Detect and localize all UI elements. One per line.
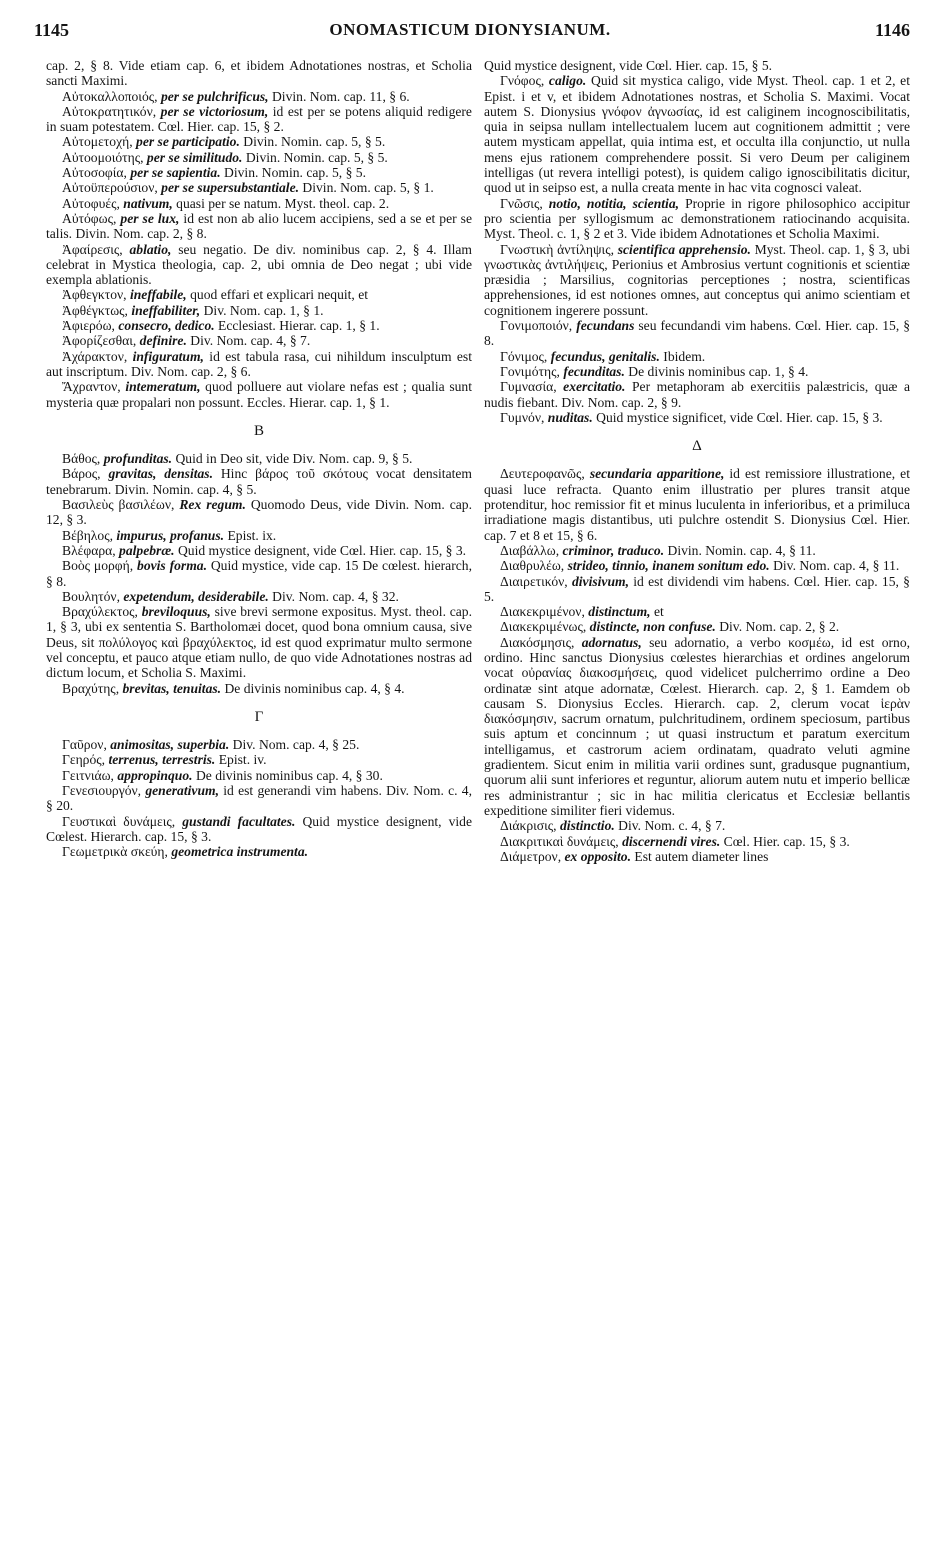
entry-gloss: exercitatio. [563, 379, 626, 395]
entry-lemma: Γνόφος, [500, 73, 545, 89]
entry-gloss: strideo, tinnio, inanem sonitum edo. [567, 558, 770, 574]
dictionary-entry [46, 318, 472, 333]
entry-gloss: divisivum, [571, 573, 629, 589]
entry-text: id est generandi vim habens. Div. Nom. c. 4, § 20. [46, 783, 472, 814]
dictionary-entry [46, 287, 472, 302]
entry-text: Ibidem. [663, 348, 706, 364]
dictionary-entry [484, 834, 910, 849]
entry-text: Divin. Nomin. cap. 5, § 5. [243, 134, 386, 150]
dictionary-entry [484, 318, 910, 349]
entry-lemma: Αὐτοκρατητικόν, [62, 103, 157, 119]
running-title: ONOMASTICUM DIONYSIANUM. [329, 20, 611, 39]
dictionary-entry [484, 349, 910, 364]
entry-lemma: Βάθος, [62, 451, 101, 467]
entry-lemma: Γεηρός, [62, 752, 106, 768]
entry-text: quod polluere aut violare nefas est ; qualia sunt mysteria quæ propalari non possunt. Eccles. Hierar. cap. 1, § 1. [46, 379, 472, 410]
dictionary-entry [46, 150, 472, 165]
entry-lemma: Γεωμετρικὰ σκεύη, [62, 844, 168, 860]
entry-text: seu adornatio, a verbo κοσμέω, id est orno, ordino. Hinc sanctus Dionysius cœlestes hierarchias et ordines angelorum vocat οὐρανίας διακοσμήσεις, quod videlicet pulcherrimo ordine a Deo ordinatæ sint atque adornatæ, Cœlest. Hierarch. cap. 2, § 1. Eamdem ob causam S. Dionysius Eccles. Hierarch. cap. 2, clerum vocat ἱερὰν διακόσμησιν, sacrum ornatum, pulchritudinem, ordinem speciosum, partibus suis aptum et concinnum ; ut quasi instructum et paratum exercitum intelligamus, et castrorum aciem ordinatam, quadrato veluti agmine gradientem. Sicut enim in militia varii ordines sunt, gradusque pugnantium, quorum alii sunt inferiores et reguntur, aliorum autem nutu et imperio bellicæ res administrantur ; sic in hac militia clericatus et Ecclesiæ bellantis expeditione similiter fieri videmus. [484, 634, 910, 818]
entry-gloss: distincte, non confuse. [589, 619, 716, 635]
entry-lemma: Ἀφθέγκτως, [62, 302, 128, 318]
entry-text: Proprie in rigore philosophico accipitur pro scientia per syllogismum ac demonstrationem ratiocinando acquisita. Myst. Theol. c. 1, § 2 et 3. Vide ibidem Adnotationes et Scholia Maximi. [484, 195, 910, 242]
entry-gloss: fecundans [576, 318, 635, 334]
entry-lemma: Βουλητόν, [62, 588, 120, 604]
entry-text: Quid mystice designent, vide Cœl. Hier. cap. 15, § 5. [484, 58, 773, 73]
entry-gloss: distinctum, [588, 604, 651, 620]
entry-gloss: bovis forma. [137, 558, 207, 574]
entry-lemma: Ἀφθεγκτον, [62, 287, 127, 303]
entry-gloss: scientifica apprehensio. [617, 241, 751, 257]
right-page-number: 1146 [874, 20, 910, 40]
entry-lemma: Αὐτοφυές, [62, 195, 120, 211]
entry-text: quasi per se natum. Myst. theol. cap. 2. [176, 195, 390, 211]
entry-gloss: notio, notitia, scientia, [548, 195, 680, 211]
entry-text: Divin. Nom. cap. 11, § 6. [271, 88, 410, 104]
entry-lemma: Γονιμοποιόν, [500, 318, 573, 334]
entry-text: Div. Nom. cap. 1, § 1. [203, 302, 324, 318]
entry-text: Div. Nom. c. 4, § 7. [618, 818, 726, 834]
entry-lemma: Ἄχραντον, [62, 379, 121, 395]
entry-gloss: discernendi vires. [622, 833, 721, 849]
entry-gloss: brevitas, tenuitas. [122, 680, 222, 696]
entry-lemma: Αὐτοκαλλοποιός, [62, 88, 158, 104]
dictionary-entry [46, 303, 472, 318]
entry-gloss: criminor, traduco. [562, 542, 665, 558]
entry-gloss: nuditas. [547, 409, 593, 425]
entry-gloss: appropinquo. [117, 767, 193, 783]
dictionary-entry [46, 466, 472, 497]
dictionary-entry [46, 814, 472, 845]
dictionary-entry [46, 558, 472, 589]
dictionary-entry [46, 497, 472, 528]
dictionary-entry [46, 89, 472, 104]
entry-text: Divin. Nomin. cap. 4, § 11. [667, 542, 816, 558]
dictionary-entry [484, 574, 910, 605]
entry-text: id est tabula rasa, cui nihildum insculptum est aut inscriptum. Div. Nom. cap. 2, § 6. [46, 348, 472, 379]
entry-lemma: Ἀφαίρεσις, [62, 241, 123, 257]
dictionary-entry [46, 104, 472, 135]
entry-lemma: Ἀφορίζεσθαι, [62, 333, 137, 349]
entry-lemma: Διαβάλλω, [500, 542, 560, 558]
dictionary-entry [484, 619, 910, 634]
entry-gloss: distinctio. [560, 818, 615, 834]
entry-gloss: per se sapientia. [130, 165, 221, 181]
entry-gloss: per se lux, [120, 210, 180, 226]
left-page-number: 1145 [34, 20, 70, 40]
section-letter-heading: Γ [254, 708, 264, 725]
entry-text: Div. Nom. cap. 4, § 7. [190, 333, 311, 349]
entry-lemma: Αὐτοϋπερούσιον, [62, 180, 158, 196]
dictionary-entry [46, 333, 472, 348]
dictionary-entry [46, 752, 472, 767]
entry-lemma: Βάρος, [62, 466, 101, 482]
entry-text: Divin. Nomin. cap. 5, § 5. [224, 165, 366, 181]
dictionary-entry [46, 379, 472, 410]
entry-gloss: palpebræ. [119, 542, 175, 558]
entry-gloss: profunditas. [103, 451, 173, 467]
entry-gloss: nativum, [123, 195, 173, 211]
entry-text: De divinis nominibus cap. 4, § 30. [195, 767, 383, 783]
entry-text: Epist. ix. [227, 527, 277, 543]
entry-lemma: Διάκρισις, [500, 818, 557, 834]
dictionary-entry [484, 604, 910, 619]
entry-gloss: adornatus, [581, 634, 642, 650]
entry-gloss: geometrica instrumenta. [171, 844, 309, 860]
entry-lemma: Ἀχάρακτον, [62, 348, 128, 364]
entry-text: Quid sit mystica caligo, vide Myst. Theol. cap. 1 et 2, et Epist. i et v, et ibidem Adnotationes nostras, et Scholia S. Maximi. Vocat autem S. Dionysius γνόφον ἀγνωσίας, id est caliginem incognoscibilitatis, quia in seipsa nullam intellectualem lucem aut cognitionem admittit ; vere autem mysticam appellat, quia intima est, et occulta illa conjunctio, ut nulla mens ejus rationem comprehendere possit. Si vero Deum per caliginem intelligas (ut revera intelligi potest), is quidem caligo ignoscibilitatis dicitur, quod ut in seipso est, a nulla creata mente in hac vita cognosci valeat. [484, 73, 910, 196]
entry-lemma: Γονιμότης, [500, 363, 560, 379]
entry-lemma: Γαῦρον, [62, 737, 107, 753]
dictionary-entry [484, 849, 910, 864]
dictionary-entry [484, 558, 910, 573]
entry-lemma: Βραχύλεκτος, [62, 604, 138, 620]
entry-text: Quomodo Deus, vide Divin. Nom. cap. 12, § 3. [46, 497, 472, 528]
entry-lemma: Βλέφαρα, [62, 542, 116, 558]
dictionary-entry [46, 589, 472, 604]
dictionary-entry [484, 410, 910, 425]
entry-gloss: expetendum, desiderabile. [123, 588, 269, 604]
entry-lemma: Διακεκριμένως, [500, 619, 587, 635]
dictionary-entry [484, 379, 910, 410]
dictionary-entry [46, 768, 472, 783]
entry-gloss: secundaria apparitione, [589, 466, 725, 482]
page-header [30, 20, 910, 44]
entry-lemma: Διακόσμησις, [500, 634, 575, 650]
entry-text: Est autem diameter lines [634, 848, 769, 864]
entry-text: Quid mystice significet, vide Cœl. Hier. cap. 15, § 3. [596, 409, 883, 425]
entry-text: Quid in Deo sit, vide Div. Nom. cap. 9, § 5. [175, 451, 413, 467]
entry-gloss: per se supersubstantiale. [161, 180, 299, 196]
entry-gloss: consecro, dedico. [118, 318, 215, 334]
entry-lemma: Διάμετρον, [500, 848, 562, 864]
entry-gloss: intemeratum, [125, 379, 201, 395]
left-column [46, 58, 472, 1548]
dictionary-entry [46, 165, 472, 180]
entry-lemma: Βασιλεὺς βασιλέων, [62, 497, 175, 513]
dictionary-entry [46, 451, 472, 466]
entry-text: Ecclesiast. Hierar. cap. 1, § 1. [218, 318, 380, 334]
entry-lemma: Βοὸς μορφή, [62, 558, 134, 574]
entry-lemma: Αὐτοομοιότης, [62, 149, 144, 165]
entry-text: Per metaphoram ab exercitiis palæstricis, quæ a nudis fiebant. Div. Nom. cap. 2, § 9. [484, 379, 910, 410]
entry-gloss: caligo. [548, 73, 587, 89]
entry-text: Quid mystice, vide cap. 15 De cœlest. hierarch, § 8. [46, 558, 472, 589]
dictionary-entry [46, 681, 472, 696]
dictionary-entry [46, 134, 472, 149]
entry-text: Div. Nom. cap. 4, § 11. [773, 558, 900, 574]
dictionary-entry [46, 180, 472, 195]
entry-text: et [654, 604, 664, 620]
entry-gloss: breviloquus, [141, 604, 211, 620]
entry-text: Quid mystice designent, vide Cœl. Hier. cap. 15, § 3. [177, 542, 467, 558]
entry-gloss: ablatio, [129, 241, 172, 257]
entry-text: Quid mystice designent, vide Cœlest. Hierarch. cap. 15, § 3. [46, 813, 472, 844]
dictionary-entry [484, 242, 910, 318]
entry-gloss: per se similitudo. [146, 149, 243, 165]
dictionary-entry [46, 528, 472, 543]
entry-lemma: Γνωστικὴ ἀντίληψις, [500, 241, 614, 257]
entry-gloss: infiguratum, [132, 348, 204, 364]
entry-lemma: Διαιρετικόν, [500, 573, 568, 589]
entry-lemma: Βέβηλος, [62, 527, 113, 543]
section-letter-heading: B [253, 422, 264, 439]
entry-lemma: Αὐτομετοχή, [62, 134, 133, 150]
entry-gloss: fecunditas. [563, 363, 625, 379]
dictionary-entry [484, 466, 910, 542]
entry-lemma: Ἀφιερόω, [62, 318, 115, 334]
entry-gloss: ineffabile, [129, 287, 187, 303]
entry-text: Divin. Nom. cap. 5, § 1. [302, 180, 434, 196]
entry-text: quod effari et explicari nequit, et [190, 287, 369, 303]
entry-gloss: per se participatio. [136, 134, 240, 150]
entry-text: id est dividendi vim habens. Cœl. Hier. cap. 15, § 5. [484, 573, 910, 604]
dictionary-entry [46, 783, 472, 814]
entry-gloss: generativum, [145, 783, 219, 799]
entry-lemma: Διακριτικαὶ δυνάμεις, [500, 833, 619, 849]
dictionary-entry [46, 211, 472, 242]
entry-continuation [46, 58, 472, 89]
dictionary-entry [484, 73, 910, 195]
entry-text: Div. Nom. cap. 4, § 25. [232, 737, 360, 753]
entry-lemma: Αὐτόφως, [62, 210, 117, 226]
entry-lemma: Δευτεροφανῶς, [500, 466, 585, 482]
entry-continuation [484, 58, 910, 73]
right-column [484, 58, 910, 1548]
entry-text: Div. Nom. cap. 2, § 2. [719, 619, 840, 635]
entry-gloss: ineffabiliter, [131, 302, 201, 318]
entry-lemma: Γειτνιάω, [62, 767, 114, 783]
entry-text: Cœl. Hier. cap. 15, § 3. [723, 833, 850, 849]
entry-lemma: Γνῶσις, [500, 195, 543, 211]
dictionary-entry [46, 543, 472, 558]
entry-lemma: Βραχύτης, [62, 680, 120, 696]
entry-gloss: terrenus, terrestris. [108, 752, 216, 768]
entry-lemma: Διαθρυλέω, [500, 558, 565, 574]
dictionary-entry [484, 364, 910, 379]
dictionary-entry [46, 349, 472, 380]
dictionary-entry [46, 196, 472, 211]
entry-text: Epist. iv. [218, 752, 267, 768]
entry-text: Hinc βάρος τοῦ σκότους vocat densitatem tenebrarum. Divin. Nomin. cap. 4, § 5. [46, 466, 472, 497]
entry-text: id est remissiore illustratione, et quasi luce refracta. Quanto enim illustratio per plures transit atque protenditur, hoc remissior fit et minus luculenta in inferioribus, et a primiluca irradiatione magis distantibus, uti pulchre ostendit S. Dionysius Cœl. Hier. cap. 7 et 8 et 15, § 6. [484, 466, 910, 543]
entry-text: cap. 2, § 8. Vide etiam cap. 6, et ibidem Adnotationes nostras, et Scholia sancti Maximi. [46, 58, 472, 89]
dictionary-entry [46, 737, 472, 752]
entry-lemma: Γυμνασία, [500, 379, 557, 395]
entry-text: id est non ab alio lucem accipiens, sed a se et per se talis. Divin. Nom. cap. 2, § 8. [46, 210, 472, 242]
entry-gloss: Rex regum. [179, 497, 246, 513]
entry-lemma: Διακεκριμένον, [500, 604, 585, 620]
entry-lemma: Γευστικαὶ δυνάμεις, [62, 813, 176, 829]
entry-lemma: Γυμνόν, [500, 409, 545, 425]
entry-text: De divinis nominibus cap. 1, § 4. [628, 363, 809, 379]
dictionary-entry [46, 242, 472, 288]
entry-gloss: impurus, profanus. [116, 527, 225, 543]
entry-gloss: per se victoriosum, [160, 103, 269, 119]
entry-text: seu negatio. De div. nominibus cap. 2, § 4. Illam celebrat in Mystica theologia, cap. 2, ubi omnia de Deo negat ; ubi vide exempla ablationis. [46, 241, 472, 288]
dictionary-entry [484, 543, 910, 558]
entry-gloss: per se pulchrificus, [160, 88, 269, 104]
dictionary-entry [46, 604, 472, 680]
section-letter-heading: Δ [692, 438, 702, 455]
dictionary-entry [484, 635, 910, 819]
entry-gloss: ex opposito. [564, 848, 631, 864]
entry-text: seu fecundandi vim habens. Cœl. Hier. cap. 15, § 8. [484, 318, 910, 349]
entry-gloss: gravitas, densitas. [108, 466, 213, 482]
entry-text: De divinis nominibus cap. 4, § 4. [224, 680, 405, 696]
entry-lemma: Γόνιμος, [500, 348, 548, 364]
dictionary-entry [484, 196, 910, 242]
entry-gloss: fecundus, genitalis. [550, 348, 660, 364]
entry-text: Myst. Theol. cap. 1, § 3, ubi γνωστικὰς ἀντιλήψεις, Perionius et Ambrosius vertunt cognitionis et scientiæ præsidia ; Marsilius, cognitorias perceptiones ; nostra, scientificas apprehensiones, id est notiones omnes, aut conceptus qui animo scientiam et cognitionem ingerere possunt. [484, 241, 910, 318]
entry-gloss: definire. [139, 333, 187, 349]
entry-gloss: animositas, superbia. [110, 737, 230, 753]
entry-text: Divin. Nomin. cap. 5, § 5. [245, 149, 388, 165]
entry-text: id est per se potens aliquid redigere in suam potestatem. Cœl. Hier. cap. 15, § 2. [46, 103, 472, 135]
entry-text: Div. Nom. cap. 4, § 32. [272, 588, 399, 604]
entry-gloss: gustandi facultates. [182, 813, 296, 829]
entry-lemma: Αὐτοσοφία, [62, 165, 127, 181]
entry-text: sive brevi sermone expositus. Myst. theol. cap. 1, § 3, ubi ex sententia S. Bartholomæi docet, quod bona omnium causa, sive Deus, sit πολύλογος καὶ βραχύλεκτος, id est quod exprimatur multo sermone vel conceptu, et pauco atque etiam nullo, de quo vide Adnotationes nostras ad dictum locum, et Scholia S. Maximi. [46, 604, 472, 681]
dictionary-entry [46, 844, 472, 859]
entry-lemma: Γενεσιουργόν, [62, 783, 142, 799]
dictionary-entry [484, 818, 910, 833]
